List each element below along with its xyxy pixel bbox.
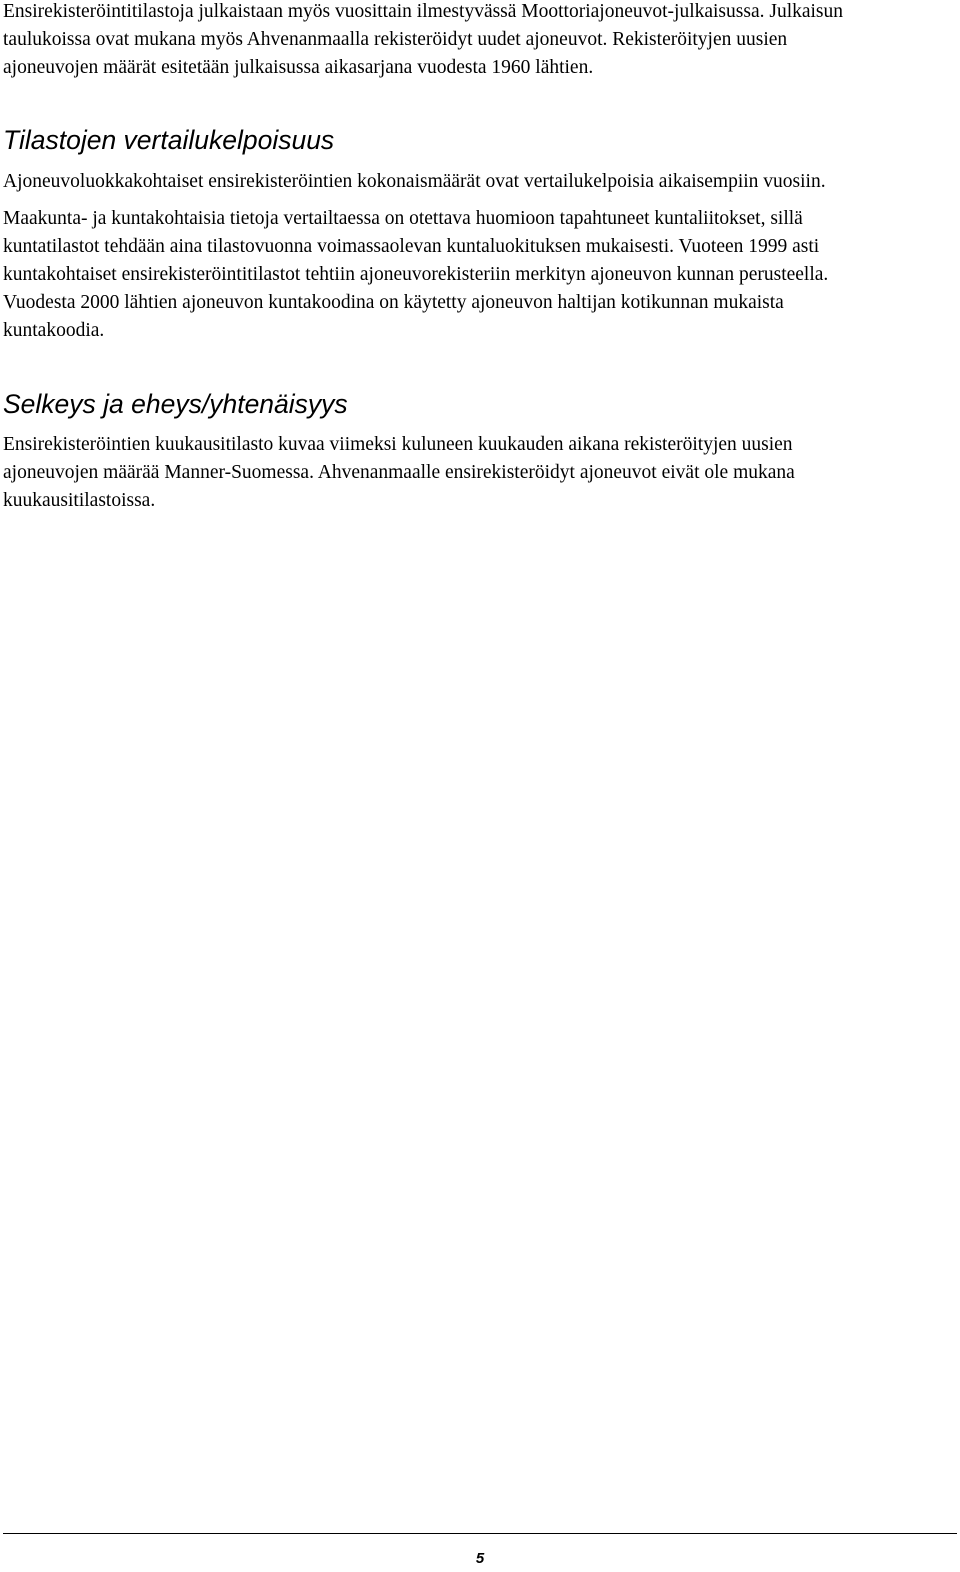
section-heading-selkeys: Selkeys ja eheys/yhtenäisyys — [3, 389, 348, 419]
text-line: Ensirekisteröintitilastoja julkaistaan myös vuosittain ilmestyvässä Moottoriajoneuvot-julkaisussa. Julkaisun — [3, 1, 844, 22]
text-line: ajoneuvojen määrät esitetään julkaisussa aikasarjana vuodesta 1960 lähtien. — [3, 57, 594, 78]
text-line: kuntakoodia. — [3, 320, 105, 341]
text-line: kuntatilastot tehdään aina tilastovuonna voimassaolevan kuntaluokituksen mukaisesti. Vuoteen 1999 asti — [3, 236, 820, 257]
selkeys-paragraph — [3, 431, 959, 515]
section-heading-vertailukelpoisuus: Tilastojen vertailukelpoisuus — [3, 125, 335, 155]
text-line: ajoneuvojen määrää Manner-Suomessa. Ahvenanmaalle ensirekisteröidyt ajoneuvot eivät ole mukana — [3, 462, 795, 483]
text-line: kuukausitilastoissa. — [3, 490, 156, 511]
text-line: kuntakohtaiset ensirekisteröintitilastot tehtiin ajoneuvorekisteriin merkityn ajoneuvon kunnan perusteella. — [3, 264, 829, 285]
text-line: Maakunta- ja kuntakohtaisia tietoja vertailtaessa on otettava huomioon tapahtuneet kuntaliitokset, sillä — [3, 208, 803, 229]
vertailukelpoisuus-paragraph-1 — [3, 168, 959, 196]
footer-divider — [3, 1533, 957, 1534]
text-line: taulukoissa ovat mukana myös Ahvenanmaalla rekisteröidyt uudet ajoneuvot. Rekisteröityjen uusien — [3, 29, 788, 50]
text-line: Ensirekisteröintien kuukausitilasto kuvaa viimeksi kuluneen kuukauden aikana rekisteröityjen uusien — [3, 434, 793, 455]
text-line: Ajoneuvoluokkakohtaiset ensirekisteröintien kokonaismäärät ovat vertailukelpoisia aikaisempiin vuosiin. — [3, 171, 826, 192]
vertailukelpoisuus-paragraph-2 — [3, 205, 959, 345]
page-number: 5 — [475, 1550, 485, 1567]
intro-paragraph — [3, 0, 959, 82]
text-line: Vuodesta 2000 lähtien ajoneuvon kuntakoodina on käytetty ajoneuvon haltijan kotikunnan mukaista — [3, 292, 784, 313]
